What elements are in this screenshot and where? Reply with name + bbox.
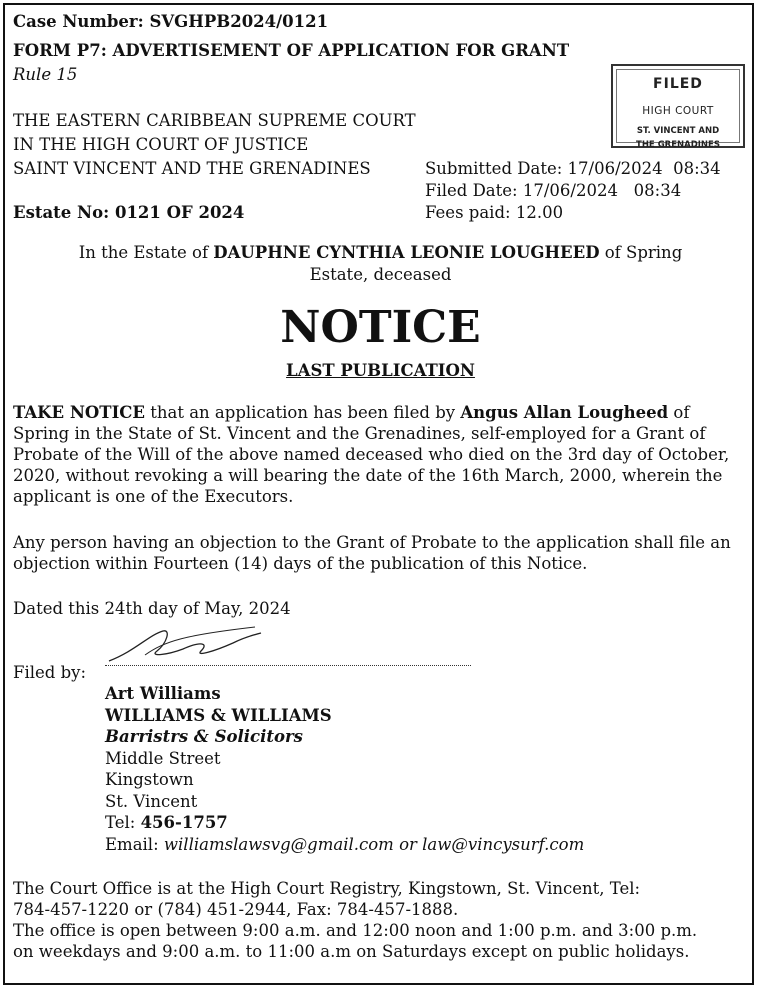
- filer-town: Kingstown: [105, 770, 194, 789]
- estate-prefix: In the Estate of: [78, 243, 214, 262]
- footer-line3: The office is open between 9:00 a.m. and 12:00 noon and 1:00 p.m. and 3:00 p.m.: [13, 921, 698, 940]
- submitted-date: Submitted Date: 17/06/2024 08:34: [425, 159, 721, 178]
- take-notice: TAKE NOTICE: [13, 403, 145, 422]
- filer-role: Barristrs & Solicitors: [105, 727, 303, 746]
- court-line3: SAINT VINCENT AND THE GRENADINES: [13, 159, 371, 178]
- fees-paid: Fees paid: 12.00: [425, 203, 564, 222]
- footer-line4: on weekdays and 9:00 a.m. to 11:00 a.m on Saturdays except on public holidays.: [13, 942, 690, 961]
- estate-number: Estate No: 0121 OF 2024: [13, 203, 245, 222]
- stamp-line2: THE GRENADINES: [636, 140, 720, 150]
- signature-line: [105, 665, 471, 666]
- filed-stamp: [611, 64, 745, 148]
- stamp-line1: ST. VINCENT AND: [636, 126, 720, 136]
- notice-title: NOTICE: [280, 302, 481, 353]
- court-line2: IN THE HIGH COURT OF JUSTICE: [13, 135, 309, 154]
- advertisement-notice: [3, 3, 754, 985]
- deceased-name: DAUPHNE CYNTHIA LEONIE LOUGHEED: [213, 243, 600, 262]
- tel-label: Tel:: [105, 813, 141, 832]
- filer-street: Middle Street: [105, 748, 221, 768]
- stamp-filed: FILED: [653, 76, 703, 92]
- footer-line1: The Court Office is at the High Court Registry, Kingstown, St. Vincent, Tel:: [13, 879, 641, 898]
- footer-line2: 784-457-1220 or (784) 451-2944, Fax: 784-457-1888.: [13, 900, 459, 919]
- estate-line2: Estate, deceased: [309, 265, 452, 284]
- p1-text-a: that an application has been filed by: [145, 403, 461, 422]
- estate-line: [5, 242, 756, 263]
- court-line1: THE EASTERN CARIBBEAN SUPREME COURT: [13, 111, 416, 130]
- email-addresses: williamslawsvg@gmail.com or law@vincysurf.com: [163, 834, 585, 854]
- stamp-high-court: HIGH COURT: [642, 105, 714, 117]
- filed-by-label: Filed by:: [13, 663, 87, 682]
- filer-email: [105, 834, 584, 856]
- estate-suffix: of Spring: [599, 243, 683, 262]
- filer-firm: WILLIAMS & WILLIAMS: [105, 705, 332, 725]
- form-title: FORM P7: ADVERTISEMENT OF APPLICATION FOR GRANT: [13, 41, 570, 60]
- p1-text-b: of Spring in the State of St. Vincent and the Grenadines, self-employed for a Grant of Probate of the Will of the above named deceased who died on the 3rd day of October, 2020, without revoking a will bearing the date of the 16th March, 2000, wherein the applicant is one of the Executors.: [13, 403, 730, 506]
- filer-name: Art Williams: [105, 684, 221, 703]
- dated-line: Dated this 24th day of May, 2024: [13, 599, 291, 618]
- objection-paragraph: Any person having an objection to the Grant of Probate to the application shall file an objection within Fourteen (14) days of the publication of this Notice.: [13, 533, 731, 573]
- filed-date: Filed Date: 17/06/2024 08:34: [425, 181, 682, 200]
- filer-tel: [105, 812, 228, 834]
- rule: Rule 15: [13, 65, 78, 84]
- signature: [105, 621, 265, 665]
- take-notice-paragraph: [13, 402, 748, 507]
- tel-number: 456-1757: [140, 813, 228, 832]
- email-label: Email:: [105, 834, 164, 854]
- applicant-name: Angus Allan Lougheed: [460, 403, 669, 422]
- case-number: Case Number: SVGHPB2024/0121: [13, 12, 329, 31]
- last-publication: LAST PUBLICATION: [286, 361, 475, 380]
- filer-island: St. Vincent: [105, 791, 198, 811]
